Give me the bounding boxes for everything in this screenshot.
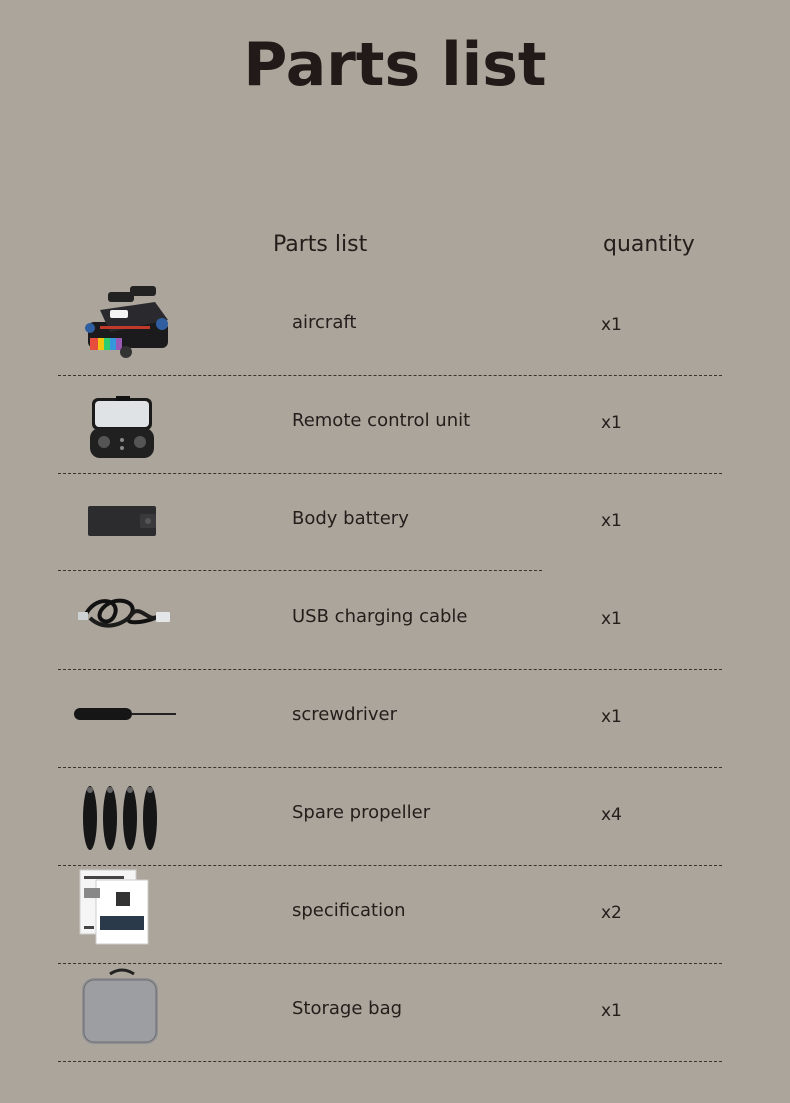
item-name: Body battery [292,508,409,529]
screwdriver-icon [70,672,180,762]
column-header-parts: Parts list [273,232,368,257]
item-quantity: x2 [601,903,622,923]
item-quantity: x1 [601,1001,622,1021]
column-header-quantity: quantity [603,232,695,257]
battery-icon [70,476,180,566]
row-divider [58,963,722,964]
list-item [0,672,790,770]
item-quantity: x4 [601,805,622,825]
row-divider [58,767,722,768]
list-item [0,868,790,966]
drone-icon [70,280,180,370]
item-name: USB charging cable [292,606,468,627]
item-name: specification [292,900,406,921]
list-item [0,574,790,672]
item-name: aircraft [292,312,357,333]
item-name: Storage bag [292,998,403,1019]
list-item [0,966,790,1064]
usb-cable-icon [70,574,180,664]
item-name: Remote control unit [292,410,471,431]
list-item [0,770,790,868]
manual-icon [70,868,180,958]
row-divider [58,570,542,571]
item-quantity: x1 [601,413,622,433]
item-quantity: x1 [601,609,622,629]
row-divider [58,865,722,866]
propeller-icon [70,770,180,860]
item-quantity: x1 [601,315,622,335]
item-quantity: x1 [601,707,622,727]
row-divider [58,669,722,670]
row-divider [58,473,722,474]
list-item [0,280,790,378]
storage-bag-icon [70,966,180,1056]
item-quantity: x1 [601,511,622,531]
row-divider [58,375,722,376]
item-name: Spare propeller [292,802,431,823]
remote-controller-icon [70,378,180,468]
list-item [0,476,790,574]
page-title: Parts list [243,30,547,100]
row-divider [58,1061,722,1062]
item-name: screwdriver [292,704,398,725]
list-item [0,378,790,476]
